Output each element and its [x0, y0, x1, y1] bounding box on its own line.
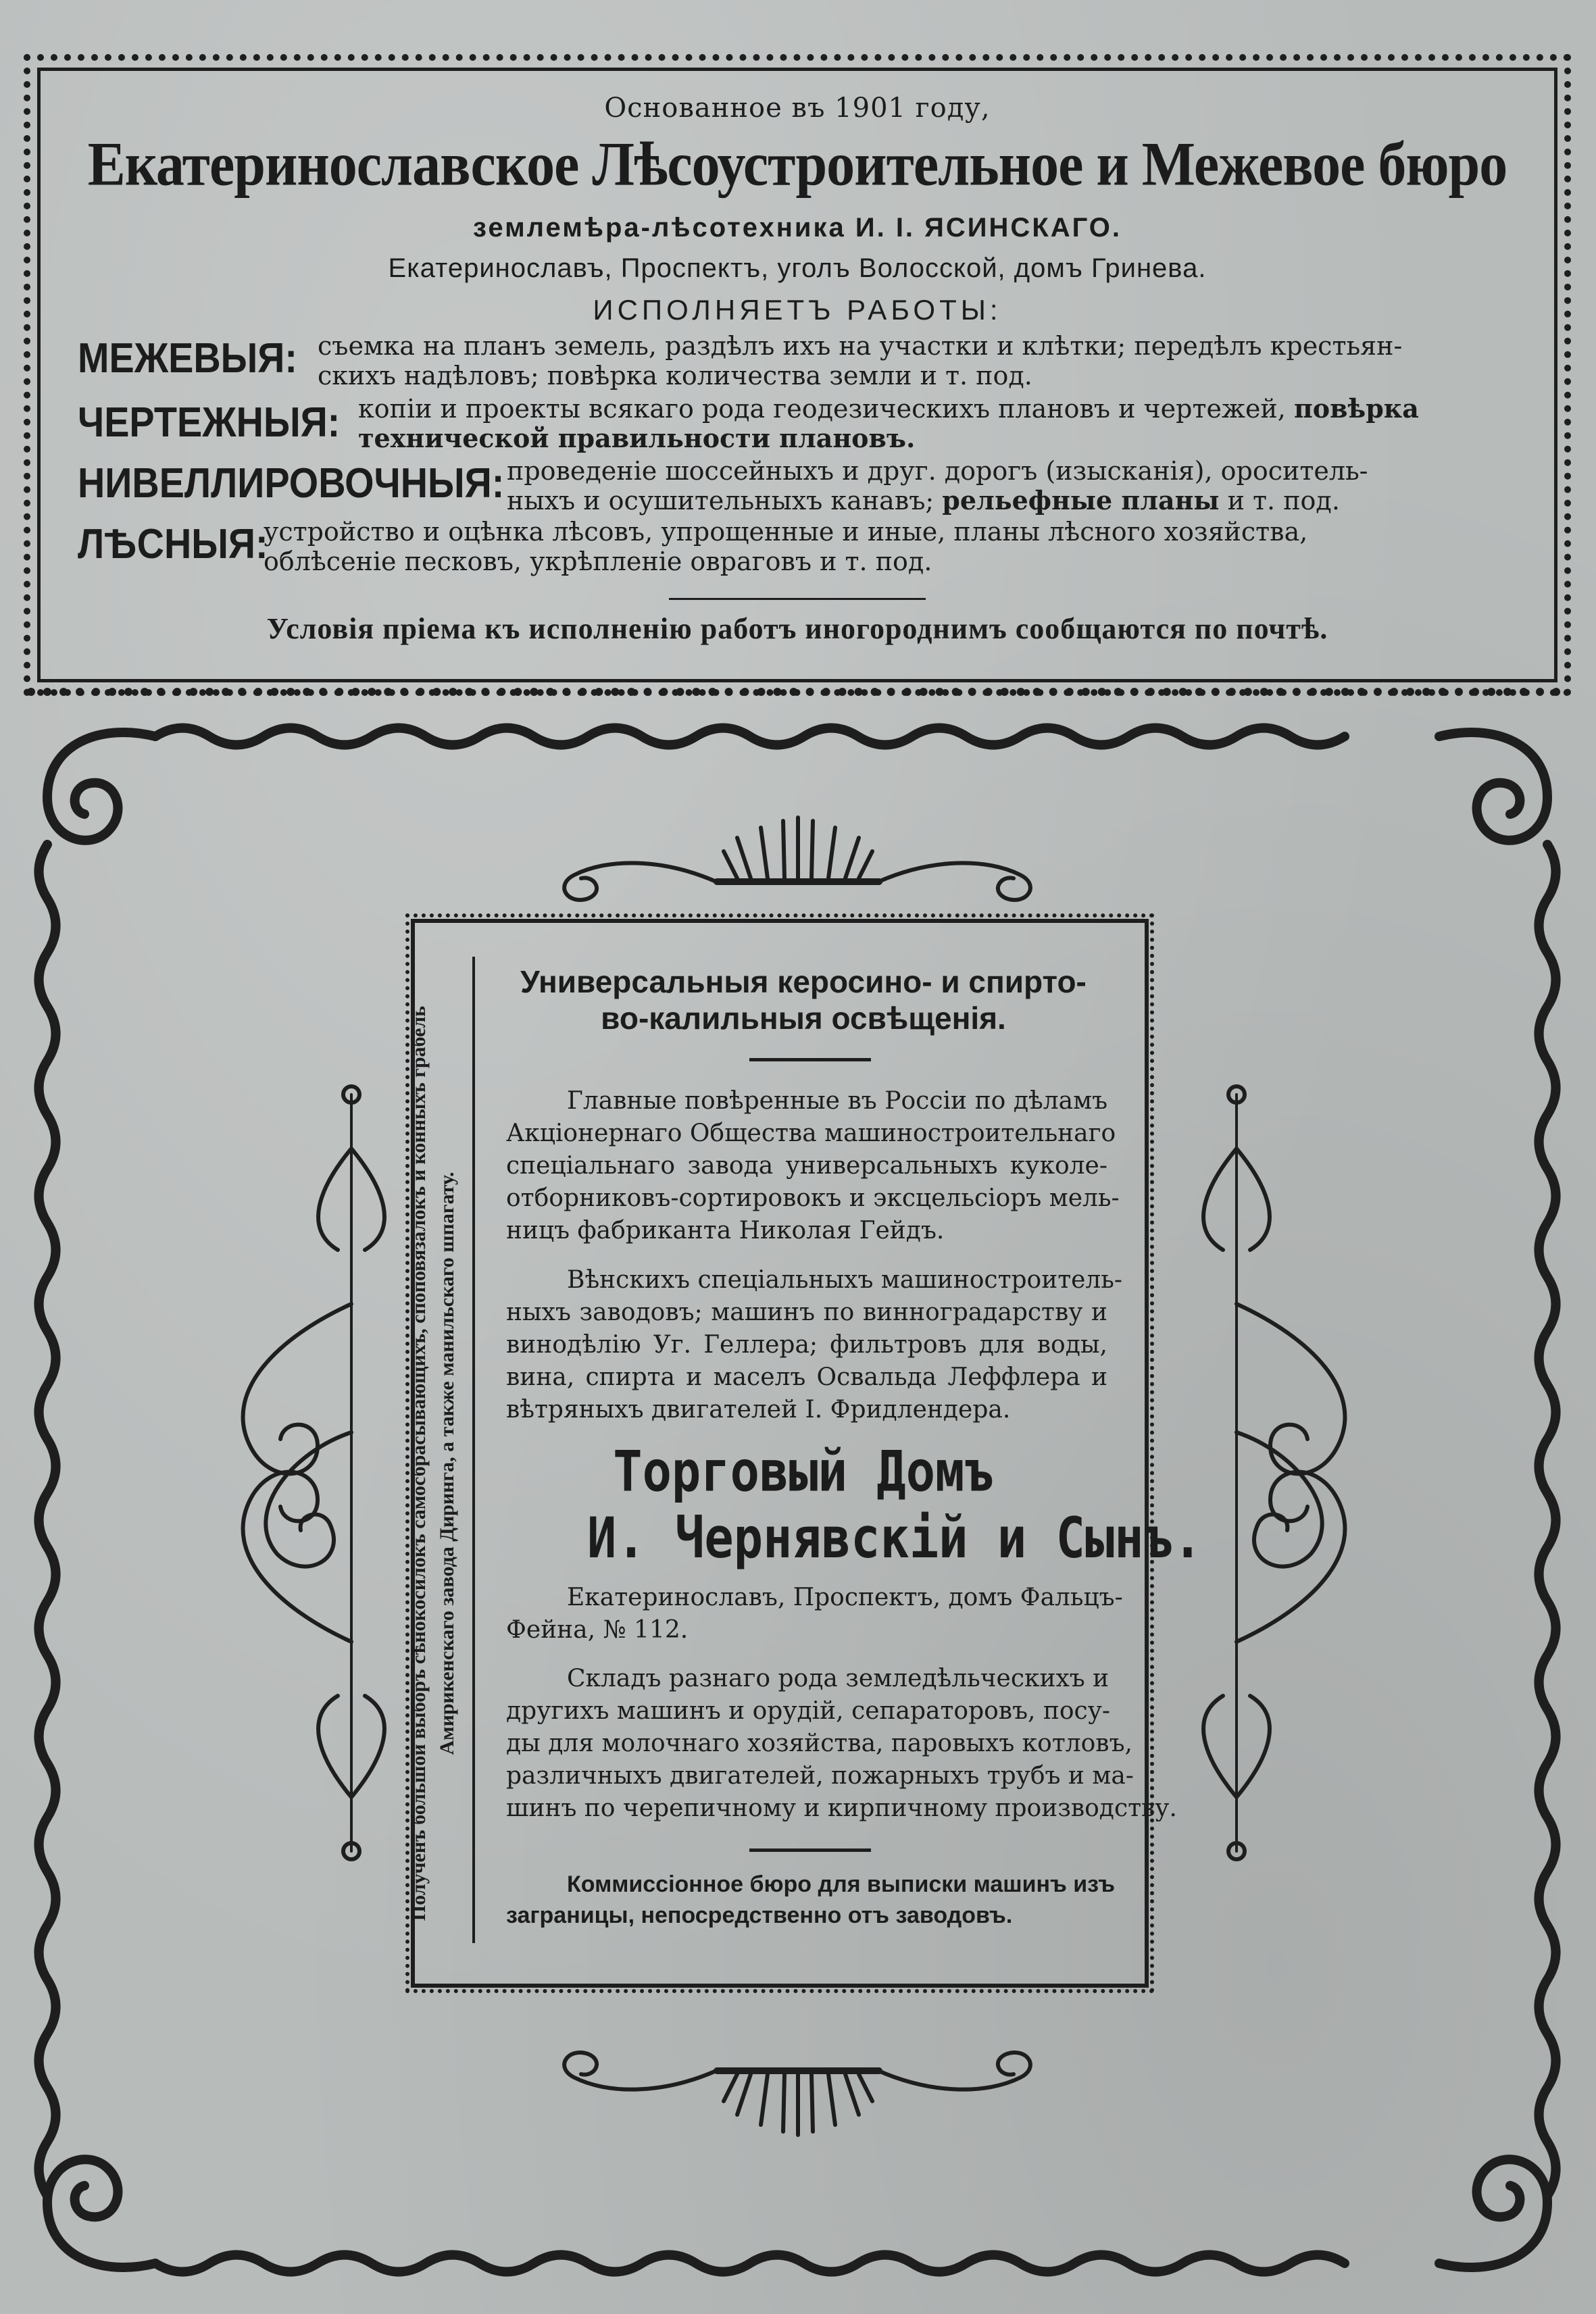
text-line: Складъ разнаго рода земледѣльческихъ и: [567, 1665, 1109, 1692]
firm-name: [493, 1438, 1203, 1571]
text-line: вѣтряныхъ двигателей І. Фридлендера.: [506, 1396, 1011, 1424]
corner-scroll-tl: [47, 732, 155, 840]
service-label-levelling: НИВЕЛЛИРОВОЧНЫЯ:: [78, 460, 505, 507]
text-line: вина, спирта и маселъ Освальда Леффлера и: [506, 1363, 1107, 1391]
side-text-line-1: Полученъ большой выборъ сѣнокосилокъ самосбрасывающихъ, споповязалокъ и конныхъ грабель: [407, 1005, 430, 1921]
text-line: Екатеринославъ, Проспектъ, домъ Фальцъ-: [567, 1584, 1123, 1611]
service-text-levelling: [507, 456, 1368, 515]
bureau-title: Екатеринославское Лѣсоустроительное и Межевое бюро: [87, 130, 1507, 199]
divider-rule: [669, 598, 926, 600]
firm-address: [506, 1582, 1123, 1646]
text-line: Фейна, № 112.: [506, 1616, 689, 1644]
text-line: другихъ машинъ и орудій, сепараторовъ, посу-: [506, 1697, 1111, 1725]
text-line: отборниковъ-сортировокъ и эксцельсіоръ мель-: [506, 1184, 1120, 1212]
bottom-scroll-right: [878, 2053, 1030, 2090]
service-label-survey: МЕЖЕВЫЯ:: [78, 335, 297, 382]
service-text-line: скихъ надѣловъ; повѣрка количества земли и т. под.: [318, 361, 1032, 391]
top-scroll-right: [878, 863, 1030, 900]
bureau-advertisement: [37, 68, 1557, 682]
side-text-line-2: Амирикенскаго завода Диринга, а также манильскаго шпагату.: [436, 1172, 458, 1755]
lamps-heading-line: во-калильныя освѣщенія.: [601, 1001, 1006, 1036]
service-text-drafting: [358, 394, 1419, 453]
founded-line: Основанное въ 1901 году,: [604, 93, 991, 124]
lamps-heading: [493, 963, 1114, 1036]
warehouse-paragraph: [506, 1663, 1177, 1825]
top-scroll-left: [564, 863, 716, 900]
works-heading: ИСПОЛНЯЕТЪ РАБОТЫ:: [593, 294, 1002, 326]
text-line: Коммиссіонное бюро для выписки машинъ изъ: [567, 1871, 1116, 1897]
text-line: Вѣнскихъ спеціальныхъ машиностроитель-: [567, 1266, 1123, 1294]
service-label-forestry: ЛѢСНЫЯ:: [78, 521, 268, 568]
service-text-line: съемка на планъ земель, раздѣлъ ихъ на участки и клѣтки; передѣлъ крестьян-: [318, 331, 1403, 361]
service-text-bold: повѣрка: [1293, 393, 1419, 424]
service-text-line: ныхъ и осушительныхъ канавъ;: [507, 486, 934, 515]
service-text-bold: технической правильности плановъ.: [358, 423, 916, 453]
service-text-line: и т. под.: [1227, 486, 1340, 515]
bottom-sunburst: [717, 2071, 879, 2135]
vertical-rule: [472, 957, 475, 1943]
text-line: ныхъ заводовъ; машинъ по винноградарству и: [506, 1299, 1107, 1326]
firm-name-line: Торговый Домъ: [613, 1438, 994, 1504]
service-text-line: облѣсеніе песковъ, укрѣпленіе овраговъ и т. под.: [264, 547, 932, 576]
left-side-ornament: [243, 1086, 384, 1859]
bottom-scroll-left: [564, 2053, 716, 2090]
service-text-line: копіи и проекты всякаго рода геодезическихъ плановъ и чертежей,: [358, 394, 1286, 424]
text-line: заграницы, непосредственно отъ заводовъ.: [506, 1903, 1013, 1928]
text-line: шинъ по черепичному и кирпичному производству.: [506, 1794, 1177, 1822]
side-vertical-text: [405, 970, 466, 1957]
commission-bureau: [506, 1869, 1116, 1931]
corner-scroll-bl: [47, 2159, 155, 2267]
frame-right-wave: [1539, 845, 1556, 2196]
text-line: различныхъ двигателей, пожарныхъ трубъ и ма-: [506, 1762, 1134, 1790]
corner-scroll-tr: [1439, 732, 1547, 840]
service-label-drafting: ЧЕРТЕЖНЫЯ:: [78, 399, 341, 446]
frame-top-wave: [155, 728, 1345, 745]
service-text-line: проведеніе шоссейныхъ и друг. дорогъ (изысканія), ороситель-: [507, 456, 1368, 486]
frame-bottom-wave: [155, 2255, 1345, 2272]
dotted-divider: [27, 688, 1561, 696]
text-line: спеціальнаго завода универсальныхъ куколе-: [506, 1152, 1107, 1180]
divider-rule: [749, 1848, 871, 1852]
text-line: Главные повѣренные въ Россіи по дѣламъ: [567, 1087, 1107, 1115]
service-text-survey: [318, 331, 1402, 391]
conditions-line: Условія пріема къ исполненію работъ иногороднимъ сообщаются по почтѣ.: [266, 612, 1328, 645]
top-sunburst: [717, 818, 879, 882]
main-column: [493, 923, 1203, 1977]
right-side-ornament: [1203, 1086, 1345, 1859]
text-line: ницъ фабриканта Николая Гейдъ.: [506, 1217, 945, 1244]
service-text-bold: рельефные планы: [942, 485, 1220, 515]
vienna-paragraph: [506, 1264, 1123, 1426]
text-line: винодѣлію Уг. Геллера; фильтровъ для воды,: [506, 1331, 1107, 1359]
owner-line: землемѣра-лѣсотехника И. І. ЯСИНСКАГО.: [473, 213, 1122, 243]
agents-paragraph: [506, 1085, 1120, 1247]
bureau-address: Екатеринославъ, Проспектъ, уголъ Волосской, домъ Гринева.: [388, 253, 1207, 283]
text-line: ды для молочнаго хозяйства, паровыхъ котловъ,: [506, 1730, 1132, 1757]
trading-house-advertisement: [407, 919, 1203, 1988]
text-line: Акціонернаго Общества машиностроительнаго: [506, 1120, 1116, 1147]
service-text-forestry: [264, 517, 1307, 576]
lamps-heading-line: Универсальныя керосино- и спирто-: [520, 964, 1087, 999]
firm-name-line: И. Чернявскій и Сынъ.: [587, 1505, 1203, 1571]
frame-left-wave: [39, 845, 56, 2196]
corner-scroll-br: [1439, 2159, 1547, 2267]
service-text-line: устройство и оцѣнка лѣсовъ, упрощенные и иные, планы лѣсного хозяйства,: [264, 517, 1308, 547]
divider-rule: [749, 1058, 871, 1061]
